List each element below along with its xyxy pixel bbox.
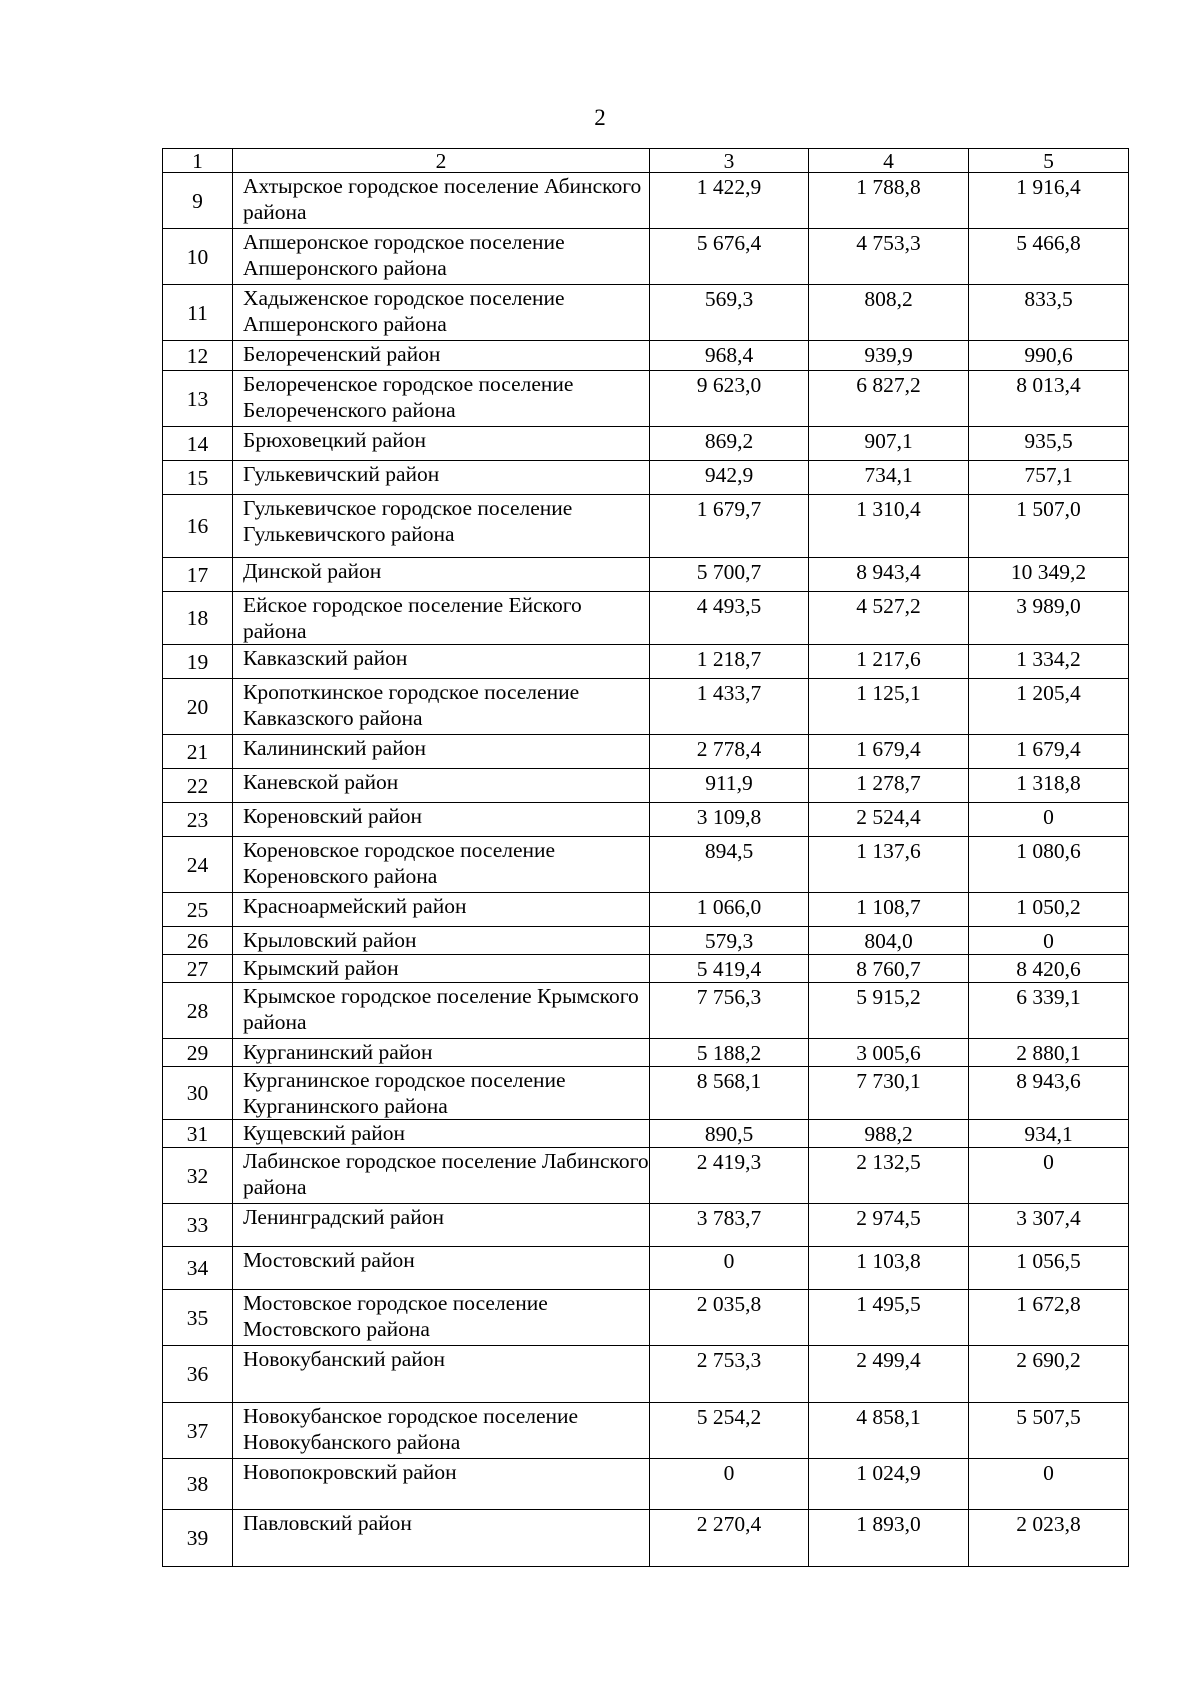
- table-row: [163, 461, 1129, 495]
- value-col-5: 934,1: [969, 1120, 1129, 1148]
- value-col-4: 939,9: [809, 341, 969, 371]
- value-col-3: 2 035,8: [650, 1290, 809, 1346]
- table-row: [163, 893, 1129, 927]
- value-col-3: 942,9: [650, 461, 809, 495]
- municipality-name: Гулькевичское городское поселение Гулькевичского района: [233, 495, 650, 558]
- page-number: 2: [594, 105, 606, 130]
- municipality-name: Белореченское городское поселение Белореченского района: [233, 371, 650, 427]
- header-cell: 1: [163, 149, 233, 173]
- table-row: [163, 1247, 1129, 1290]
- municipality-name: Новокубанский район: [233, 1346, 650, 1403]
- municipality-name: Кропоткинское городское поселение Кавказского района: [233, 679, 650, 735]
- municipality-name: Кущевский район: [233, 1120, 650, 1148]
- table-row: [163, 285, 1129, 341]
- value-col-5: 1 679,4: [969, 735, 1129, 769]
- value-col-4: 734,1: [809, 461, 969, 495]
- value-col-3: 2 419,3: [650, 1148, 809, 1204]
- value-col-5: 1 056,5: [969, 1247, 1129, 1290]
- row-number: 13: [163, 371, 233, 427]
- row-number: 15: [163, 461, 233, 495]
- row-number: 11: [163, 285, 233, 341]
- value-col-4: 1 310,4: [809, 495, 969, 558]
- row-number: 32: [163, 1148, 233, 1204]
- table-row: [163, 558, 1129, 592]
- table-row: [163, 645, 1129, 679]
- value-col-5: 3 307,4: [969, 1204, 1129, 1247]
- value-col-5: 2 880,1: [969, 1039, 1129, 1067]
- table-row: [163, 1346, 1129, 1403]
- table-row: [163, 1120, 1129, 1148]
- value-col-3: 9 623,0: [650, 371, 809, 427]
- value-col-4: 907,1: [809, 427, 969, 461]
- value-col-5: 833,5: [969, 285, 1129, 341]
- municipality-name: Курганинский район: [233, 1039, 650, 1067]
- value-col-4: 1 024,9: [809, 1459, 969, 1510]
- value-col-4: 3 005,6: [809, 1039, 969, 1067]
- municipality-name: Крымский район: [233, 955, 650, 983]
- value-col-4: 1 108,7: [809, 893, 969, 927]
- row-number: 24: [163, 837, 233, 893]
- table-row: [163, 229, 1129, 285]
- value-col-4: 1 217,6: [809, 645, 969, 679]
- value-col-4: 7 730,1: [809, 1067, 969, 1120]
- header-row: [163, 149, 1129, 173]
- table-row: [163, 1403, 1129, 1459]
- row-number: 26: [163, 927, 233, 955]
- value-col-5: 0: [969, 1148, 1129, 1204]
- row-number: 36: [163, 1346, 233, 1403]
- row-number: 18: [163, 592, 233, 645]
- row-number: 33: [163, 1204, 233, 1247]
- municipality-name: Ейское городское поселение Ейского района: [233, 592, 650, 645]
- row-number: 30: [163, 1067, 233, 1120]
- row-number: 23: [163, 803, 233, 837]
- row-number: 34: [163, 1247, 233, 1290]
- value-col-5: 1 318,8: [969, 769, 1129, 803]
- table-row: [163, 1148, 1129, 1204]
- value-col-4: 808,2: [809, 285, 969, 341]
- municipality-name: Ленинградский район: [233, 1204, 650, 1247]
- value-col-3: 2 270,4: [650, 1510, 809, 1567]
- value-col-4: 5 915,2: [809, 983, 969, 1039]
- value-col-3: 4 493,5: [650, 592, 809, 645]
- value-col-4: 1 137,6: [809, 837, 969, 893]
- row-number: 28: [163, 983, 233, 1039]
- municipality-name: Мостовское городское поселение Мостовского района: [233, 1290, 650, 1346]
- header-cell: 5: [969, 149, 1129, 173]
- value-col-4: 6 827,2: [809, 371, 969, 427]
- value-col-3: 3 109,8: [650, 803, 809, 837]
- municipality-name: Павловский район: [233, 1510, 650, 1567]
- header-cell: 3: [650, 149, 809, 173]
- row-number: 16: [163, 495, 233, 558]
- table-row: [163, 955, 1129, 983]
- table-row: [163, 803, 1129, 837]
- value-col-5: 0: [969, 927, 1129, 955]
- value-col-3: 869,2: [650, 427, 809, 461]
- row-number: 29: [163, 1039, 233, 1067]
- municipality-name: Хадыженское городское поселение Апшеронского района: [233, 285, 650, 341]
- value-col-3: 2 778,4: [650, 735, 809, 769]
- table-row: [163, 371, 1129, 427]
- value-col-4: 2 499,4: [809, 1346, 969, 1403]
- value-col-5: 3 989,0: [969, 592, 1129, 645]
- row-number: 12: [163, 341, 233, 371]
- municipality-name: Крымское городское поселение Крымского района: [233, 983, 650, 1039]
- value-col-5: 0: [969, 803, 1129, 837]
- table-row: [163, 679, 1129, 735]
- value-col-5: 757,1: [969, 461, 1129, 495]
- value-col-5: 6 339,1: [969, 983, 1129, 1039]
- value-col-3: 7 756,3: [650, 983, 809, 1039]
- municipality-name: Ахтырское городское поселение Абинского района: [233, 173, 650, 229]
- value-col-4: 8 760,7: [809, 955, 969, 983]
- value-col-4: 1 679,4: [809, 735, 969, 769]
- row-number: 9: [163, 173, 233, 229]
- row-number: 19: [163, 645, 233, 679]
- row-number: 20: [163, 679, 233, 735]
- table-row: [163, 1510, 1129, 1567]
- table-row: [163, 927, 1129, 955]
- table-row: [163, 1039, 1129, 1067]
- row-number: 38: [163, 1459, 233, 1510]
- value-col-3: 5 676,4: [650, 229, 809, 285]
- value-col-3: 2 753,3: [650, 1346, 809, 1403]
- value-col-3: 1 066,0: [650, 893, 809, 927]
- value-col-4: 2 524,4: [809, 803, 969, 837]
- row-number: 10: [163, 229, 233, 285]
- table-row: [163, 495, 1129, 558]
- value-col-4: 1 495,5: [809, 1290, 969, 1346]
- value-col-4: 1 103,8: [809, 1247, 969, 1290]
- value-col-3: 1 422,9: [650, 173, 809, 229]
- value-col-5: 1 080,6: [969, 837, 1129, 893]
- value-col-5: 8 013,4: [969, 371, 1129, 427]
- value-col-3: 0: [650, 1247, 809, 1290]
- value-col-3: 0: [650, 1459, 809, 1510]
- value-col-3: 3 783,7: [650, 1204, 809, 1247]
- table-row: [163, 1067, 1129, 1120]
- table-row: [163, 592, 1129, 645]
- value-col-4: 4 753,3: [809, 229, 969, 285]
- row-number: 31: [163, 1120, 233, 1148]
- value-col-5: 2 690,2: [969, 1346, 1129, 1403]
- value-col-3: 1 433,7: [650, 679, 809, 735]
- value-col-3: 5 254,2: [650, 1403, 809, 1459]
- table-row: [163, 1459, 1129, 1510]
- value-col-5: 990,6: [969, 341, 1129, 371]
- value-col-4: 1 125,1: [809, 679, 969, 735]
- value-col-5: 10 349,2: [969, 558, 1129, 592]
- value-col-5: 8 943,6: [969, 1067, 1129, 1120]
- value-col-4: 4 527,2: [809, 592, 969, 645]
- table-row: [163, 837, 1129, 893]
- municipality-name: Белореченский район: [233, 341, 650, 371]
- value-col-3: 569,3: [650, 285, 809, 341]
- table-row: [163, 173, 1129, 229]
- municipality-name: Кореновский район: [233, 803, 650, 837]
- value-col-4: 8 943,4: [809, 558, 969, 592]
- value-col-5: 5 507,5: [969, 1403, 1129, 1459]
- value-col-5: 1 205,4: [969, 679, 1129, 735]
- value-col-4: 988,2: [809, 1120, 969, 1148]
- municipality-name: Каневской район: [233, 769, 650, 803]
- municipality-name: Лабинское городское поселение Лабинского района: [233, 1148, 650, 1204]
- value-col-3: 1 679,7: [650, 495, 809, 558]
- value-col-4: 1 788,8: [809, 173, 969, 229]
- row-number: 17: [163, 558, 233, 592]
- value-col-3: 894,5: [650, 837, 809, 893]
- value-col-3: 579,3: [650, 927, 809, 955]
- value-col-3: 911,9: [650, 769, 809, 803]
- value-col-5: 1 050,2: [969, 893, 1129, 927]
- table-row: [163, 1204, 1129, 1247]
- value-col-5: 5 466,8: [969, 229, 1129, 285]
- value-col-3: 5 419,4: [650, 955, 809, 983]
- data-table: [162, 148, 1129, 1567]
- value-col-5: 0: [969, 1459, 1129, 1510]
- municipality-name: Кореновское городское поселение Кореновского района: [233, 837, 650, 893]
- row-number: 21: [163, 735, 233, 769]
- value-col-4: 2 974,5: [809, 1204, 969, 1247]
- value-col-4: 2 132,5: [809, 1148, 969, 1204]
- municipality-name: Новопокровский район: [233, 1459, 650, 1510]
- value-col-3: 890,5: [650, 1120, 809, 1148]
- value-col-5: 2 023,8: [969, 1510, 1129, 1567]
- value-col-4: 1 893,0: [809, 1510, 969, 1567]
- value-col-3: 8 568,1: [650, 1067, 809, 1120]
- municipality-name: Кавказский район: [233, 645, 650, 679]
- row-number: 35: [163, 1290, 233, 1346]
- municipality-name: Калининский район: [233, 735, 650, 769]
- header-cell: 4: [809, 149, 969, 173]
- municipality-name: Курганинское городское поселение Курганинского района: [233, 1067, 650, 1120]
- row-number: 22: [163, 769, 233, 803]
- municipality-name: Мостовский район: [233, 1247, 650, 1290]
- value-col-4: 1 278,7: [809, 769, 969, 803]
- value-col-4: 4 858,1: [809, 1403, 969, 1459]
- value-col-3: 1 218,7: [650, 645, 809, 679]
- value-col-5: 1 507,0: [969, 495, 1129, 558]
- municipality-name: Апшеронское городское поселение Апшеронского района: [233, 229, 650, 285]
- row-number: 14: [163, 427, 233, 461]
- table-row: [163, 769, 1129, 803]
- municipality-name: Брюховецкий район: [233, 427, 650, 461]
- municipality-name: Новокубанское городское поселение Новокубанского района: [233, 1403, 650, 1459]
- header-cell: 2: [233, 149, 650, 173]
- value-col-5: 1 916,4: [969, 173, 1129, 229]
- value-col-4: 804,0: [809, 927, 969, 955]
- municipality-name: Красноармейский район: [233, 893, 650, 927]
- value-col-5: 1 672,8: [969, 1290, 1129, 1346]
- table-row: [163, 735, 1129, 769]
- value-col-5: 1 334,2: [969, 645, 1129, 679]
- municipality-name: Гулькевичский район: [233, 461, 650, 495]
- municipality-name: Крыловский район: [233, 927, 650, 955]
- row-number: 39: [163, 1510, 233, 1567]
- table-row: [163, 427, 1129, 461]
- value-col-3: 5 188,2: [650, 1039, 809, 1067]
- value-col-5: 8 420,6: [969, 955, 1129, 983]
- row-number: 25: [163, 893, 233, 927]
- municipality-name: Динской район: [233, 558, 650, 592]
- value-col-5: 935,5: [969, 427, 1129, 461]
- value-col-3: 968,4: [650, 341, 809, 371]
- value-col-3: 5 700,7: [650, 558, 809, 592]
- table-row: [163, 341, 1129, 371]
- table-row: [163, 983, 1129, 1039]
- row-number: 37: [163, 1403, 233, 1459]
- row-number: 27: [163, 955, 233, 983]
- table-row: [163, 1290, 1129, 1346]
